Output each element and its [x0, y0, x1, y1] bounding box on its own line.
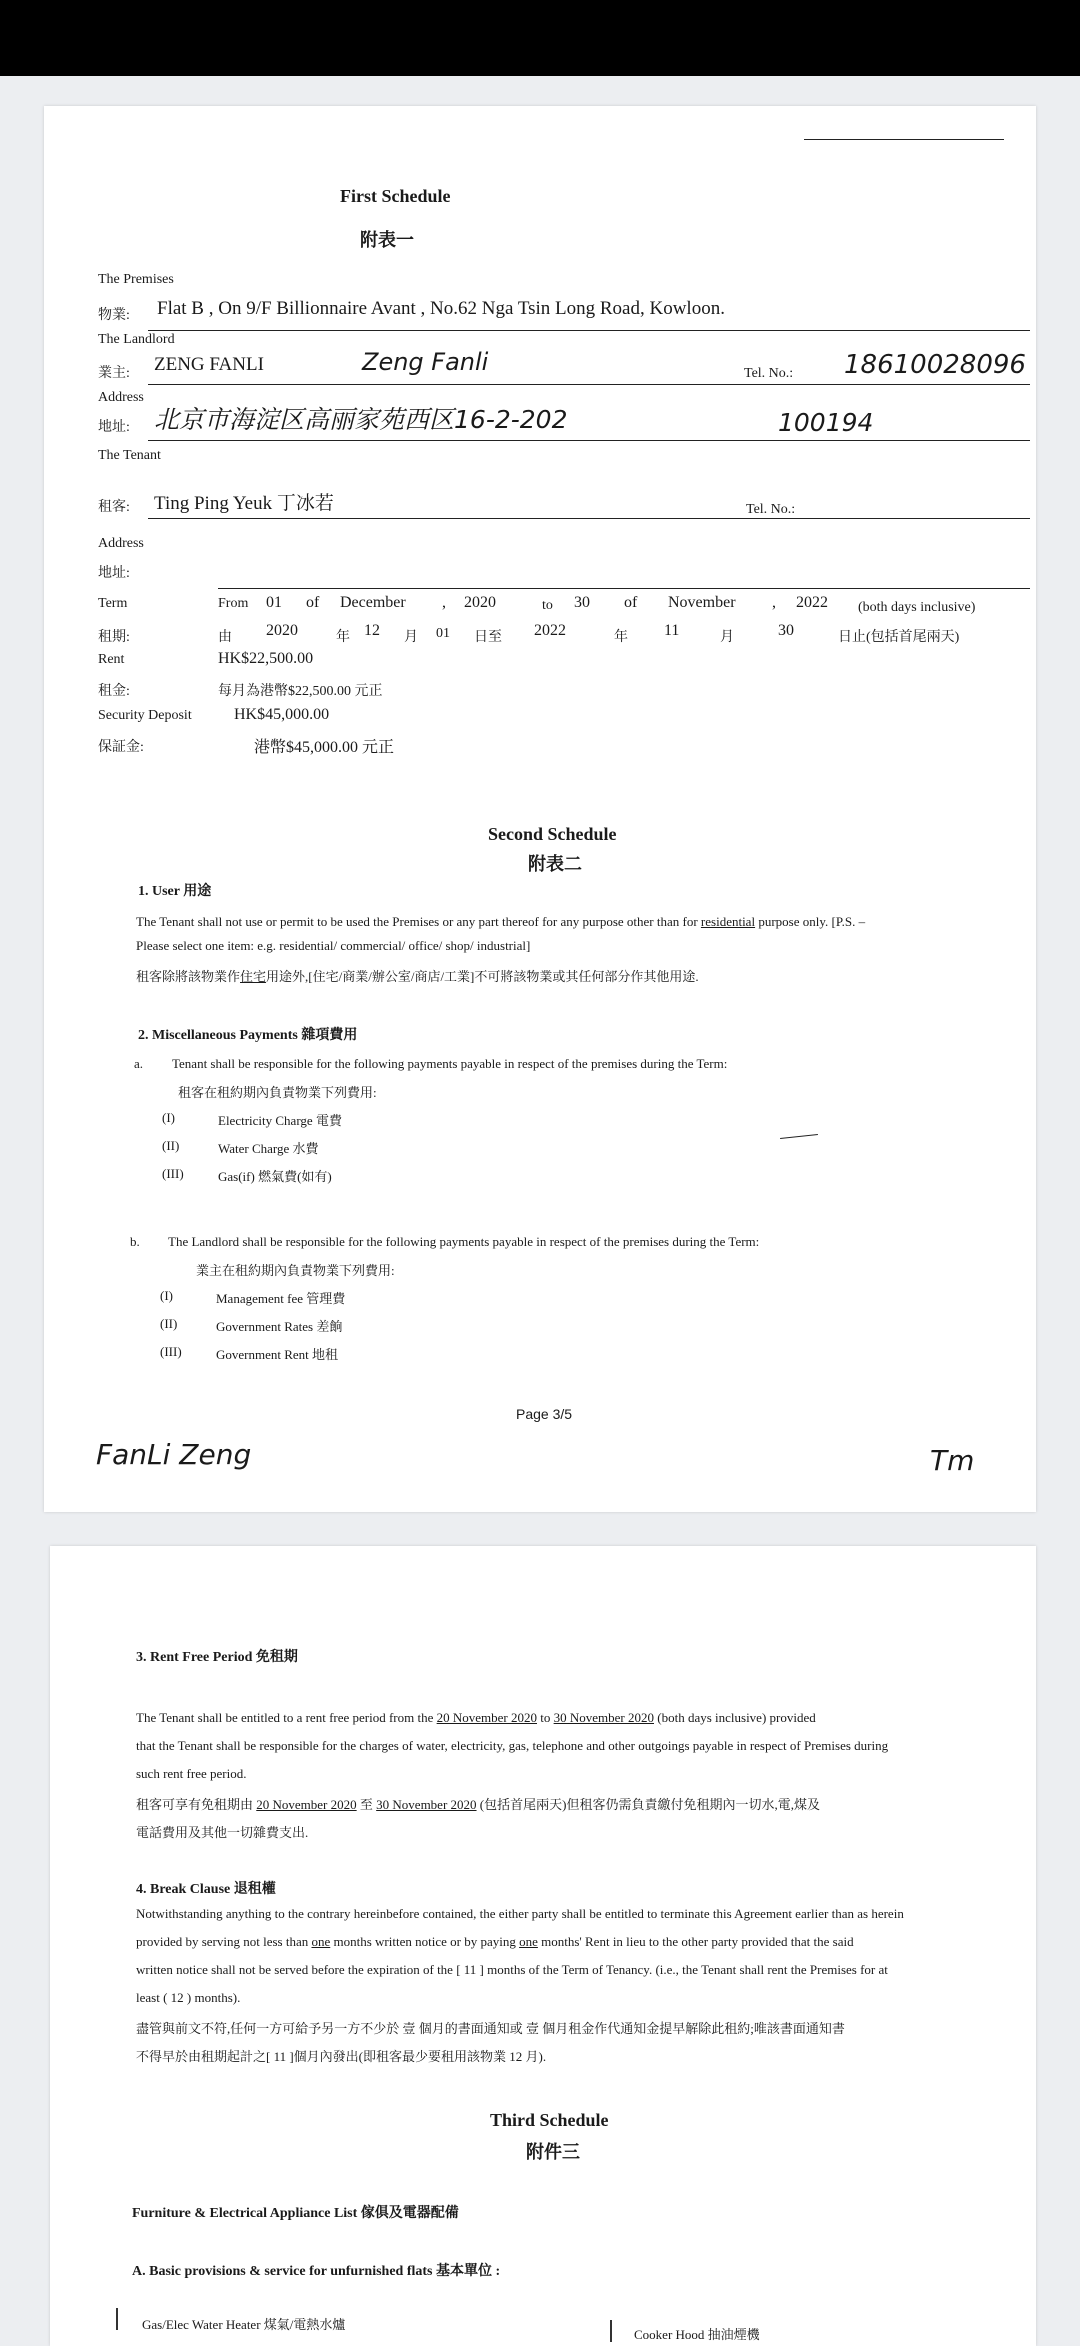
tenant-address-underline [218, 588, 1030, 589]
tenant-name: Ting Ping Yeuk 丁冰若 [154, 493, 334, 514]
first-schedule-cn-title: 附表一 [360, 230, 414, 250]
term-cn-year-start: 2020 [266, 622, 298, 639]
term-from: From [218, 596, 249, 611]
pen-stroke [780, 1134, 818, 1139]
term-cn-yue-1: 月 [404, 630, 418, 645]
term-year-start: 2020 [464, 594, 496, 611]
tenant-label-en: The Tenant [98, 448, 161, 463]
term-label-cn: 租期: [98, 630, 130, 645]
item-cooker-hood: Cooker Hood 抽油煙機 [634, 2327, 760, 2342]
misc-a-item-2-num: (II) [162, 1138, 180, 1153]
term-cn-month-end: 11 [664, 622, 680, 639]
term-cn-you: 由 [218, 630, 232, 645]
page-number: Page 3/5 [516, 1406, 573, 1422]
term-year-end: 2022 [796, 594, 828, 611]
term-comma-1: , [442, 594, 446, 611]
break-clause-line3: written notice shall not be served before the expiration of the [ 11 ] months of the Term of Tenancy. (i.e., the Tenant shall rent the Premises for at [136, 1962, 888, 1977]
break-clause-line4: least ( 12 ) months). [136, 1990, 241, 2005]
basic-provisions-heading: A. Basic provisions & service for unfurnished flats 基本單位 : [132, 2264, 501, 2279]
term-cn-day-end: 30 [778, 622, 794, 639]
term-cn-nian-2: 年 [614, 630, 628, 645]
term-day-start: 01 [266, 594, 282, 611]
user-text-cn: 租客除將該物業作住宅用途外,[住宅/商業/辦公室/商店/工業]不可將該物業或其任何部分作其他用途. [136, 969, 699, 984]
term-to: to [542, 598, 553, 613]
landlord-handwritten-signature: Zeng Fanli [362, 348, 489, 376]
user-text-line2: Please select one item: e.g. residential/ commercial/ office/ shop/ industrial] [136, 938, 531, 953]
landlord-label-cn: 業主: [98, 366, 130, 381]
rent-free-line3: such rent free period. [136, 1766, 247, 1781]
address-label-en: Address [98, 390, 144, 405]
user-text-line1: The Tenant shall not use or permit to be used the Premises or any part thereof for any purpose other than for residential purpose only. [P.S. – [136, 914, 866, 929]
break-clause-line2: provided by serving not less than one months written notice or by paying one months' Rent in lieu to the other party provided that the said [136, 1934, 854, 1949]
rent-free-cn-line2: 電話費用及其他一切雜費支出. [136, 1825, 309, 1840]
term-cn-nian-1: 年 [336, 630, 350, 645]
premises-underline [148, 330, 1030, 331]
term-comma-2: , [772, 594, 776, 611]
address-underline [148, 440, 1030, 441]
misc-a-text: Tenant shall be responsible for the following payments payable in respect of the premises during the Term: [172, 1056, 728, 1071]
misc-a-cn: 租客在租約期內負責物業下列費用: [178, 1085, 377, 1100]
term-cn-month-start: 12 [364, 622, 380, 639]
tenant-initials: Tm [930, 1444, 975, 1477]
term-of-2: of [624, 594, 638, 611]
furniture-heading: Furniture & Electrical Appliance List 傢俱及電器配備 [132, 2206, 459, 2221]
misc-b-item-3: Government Rent 地租 [216, 1347, 339, 1362]
deposit-label-en: Security Deposit [98, 708, 192, 723]
rent-free-line1: The Tenant shall be entitled to a rent free period from the 20 November 2020 to 30 November 2020 (both days inclusive) provided [136, 1710, 816, 1725]
misc-a-label: a. [134, 1056, 144, 1071]
misc-a-item-1-num: (I) [162, 1110, 175, 1125]
misc-heading: 2. Miscellaneous Payments 雜項費用 [138, 1028, 358, 1043]
tenant-tel-label: Tel. No.: [746, 502, 796, 517]
rent-free-cn-line1: 租客可享有免租期由 20 November 2020 至 30 November 2020 (包括首尾兩天)但租客仍需負責繳付免租期內一切水,電,煤及 [136, 1797, 820, 1812]
landlord-underline [148, 384, 1030, 385]
rent-free-line2: that the Tenant shall be responsible for the charges of water, electricity, gas, telephone and other outgoings payable in respect of Premises during [136, 1738, 889, 1753]
landlord-label-en: The Landlord [98, 332, 175, 347]
tenant-label-cn: 租客: [98, 500, 130, 515]
break-clause-cn-line1: 盡管與前文不符,任何一方可給予另一方不少於 壹 個月的書面通知或 壹 個月租金作代通知金提早解除此租約;唯該書面通知書 [136, 2021, 845, 2036]
rent-value: HK$22,500.00 [218, 650, 314, 667]
misc-a-item-3-num: (III) [162, 1166, 184, 1181]
rent-free-heading: 3. Rent Free Period 免租期 [136, 1650, 298, 1665]
pen-mark [804, 139, 1004, 140]
checkbox-left [116, 2308, 128, 2330]
term-cn-day-start: 01 [436, 626, 450, 641]
term-cn-yue-2: 月 [720, 630, 734, 645]
term-cn-year-end: 2022 [534, 622, 566, 639]
deposit-value: HK$45,000.00 [234, 706, 330, 723]
second-schedule-cn-title: 附表二 [528, 854, 582, 874]
address-label-cn: 地址: [98, 420, 130, 435]
break-clause-cn-line2: 不得早於由租期起計之[ 11 ]個月內發出(即租客最少要租用該物業 12 月). [136, 2049, 547, 2064]
rent-value-cn: 每月為港幣$22,500.00 元正 [218, 684, 383, 699]
term-day-end: 30 [574, 594, 590, 611]
misc-b-cn: 業主在租約期內負責物業下列費用: [196, 1263, 395, 1278]
user-purpose-residential: residential [700, 914, 756, 929]
term-of-1: of [306, 594, 320, 611]
landlord-tel-handwritten: 18610028096 [844, 350, 1026, 380]
term-label-en: Term [98, 596, 128, 611]
misc-b-label: b. [130, 1234, 140, 1249]
document-page-3 [44, 106, 1036, 1512]
term-note: (both days inclusive) [858, 600, 976, 615]
third-schedule-cn-title: 附件三 [526, 2142, 580, 2162]
misc-a-item-2: Water Charge 水費 [218, 1141, 319, 1156]
term-month-start: December [340, 594, 406, 611]
misc-b-item-1: Management fee 管理費 [216, 1291, 346, 1306]
misc-b-item-2: Government Rates 差餉 [216, 1319, 343, 1334]
second-schedule-title: Second Schedule [488, 824, 617, 844]
misc-b-text: The Landlord shall be responsible for the following payments payable in respect of the premises during the Term: [168, 1234, 760, 1249]
item-water-heater: Gas/Elec Water Heater 煤氣/電熱水爐 [142, 2317, 346, 2332]
status-bar [0, 0, 1080, 76]
premises-label-cn: 物業: [98, 308, 130, 323]
premises-value: Flat B , On 9/F Billionnaire Avant , No.62 Nga Tsin Long Road, Kowloon. [157, 298, 725, 319]
user-heading: 1. User 用途 [138, 884, 212, 899]
landlord-address-handwritten: 北京市海淀区高丽家苑西区16-2-202 [154, 405, 568, 434]
landlord-tel-label: Tel. No.: [744, 366, 794, 381]
deposit-label-cn: 保証金: [98, 740, 144, 755]
document-page-4 [50, 1546, 1036, 2346]
rent-label-en: Rent [98, 652, 125, 667]
misc-a-item-1: Electricity Charge 電費 [218, 1113, 342, 1128]
break-clause-line1: Notwithstanding anything to the contrary hereinbefore contained, the either party shall be entitled to terminate this Agreement earlier than as herein [136, 1906, 904, 1921]
landlord-postcode-handwritten: 100194 [778, 408, 874, 437]
landlord-name: ZENG FANLI [154, 354, 264, 375]
tenant-address-label-cn: 地址: [98, 566, 130, 581]
term-cn-note: 日止(包括首尾兩天) [838, 630, 960, 645]
premises-label-en: The Premises [98, 272, 174, 287]
misc-a-item-3: Gas(if) 燃氣費(如有) [218, 1169, 332, 1184]
tenant-underline [148, 518, 1030, 519]
term-month-end: November [668, 594, 736, 611]
misc-b-item-1-num: (I) [160, 1288, 173, 1303]
rent-label-cn: 租金: [98, 684, 130, 699]
checkbox-right [610, 2320, 622, 2342]
tenant-address-label-en: Address [98, 536, 144, 551]
break-clause-heading: 4. Break Clause 退租權 [136, 1882, 276, 1897]
misc-b-item-3-num: (III) [160, 1344, 182, 1359]
first-schedule-title: First Schedule [340, 186, 451, 206]
third-schedule-title: Third Schedule [490, 2110, 609, 2130]
deposit-value-cn: 港幣$45,000.00 元正 [254, 739, 395, 756]
misc-b-item-2-num: (II) [160, 1316, 178, 1331]
landlord-initials: FanLi Zeng [96, 1438, 252, 1471]
term-cn-rizhi: 日至 [474, 630, 502, 645]
